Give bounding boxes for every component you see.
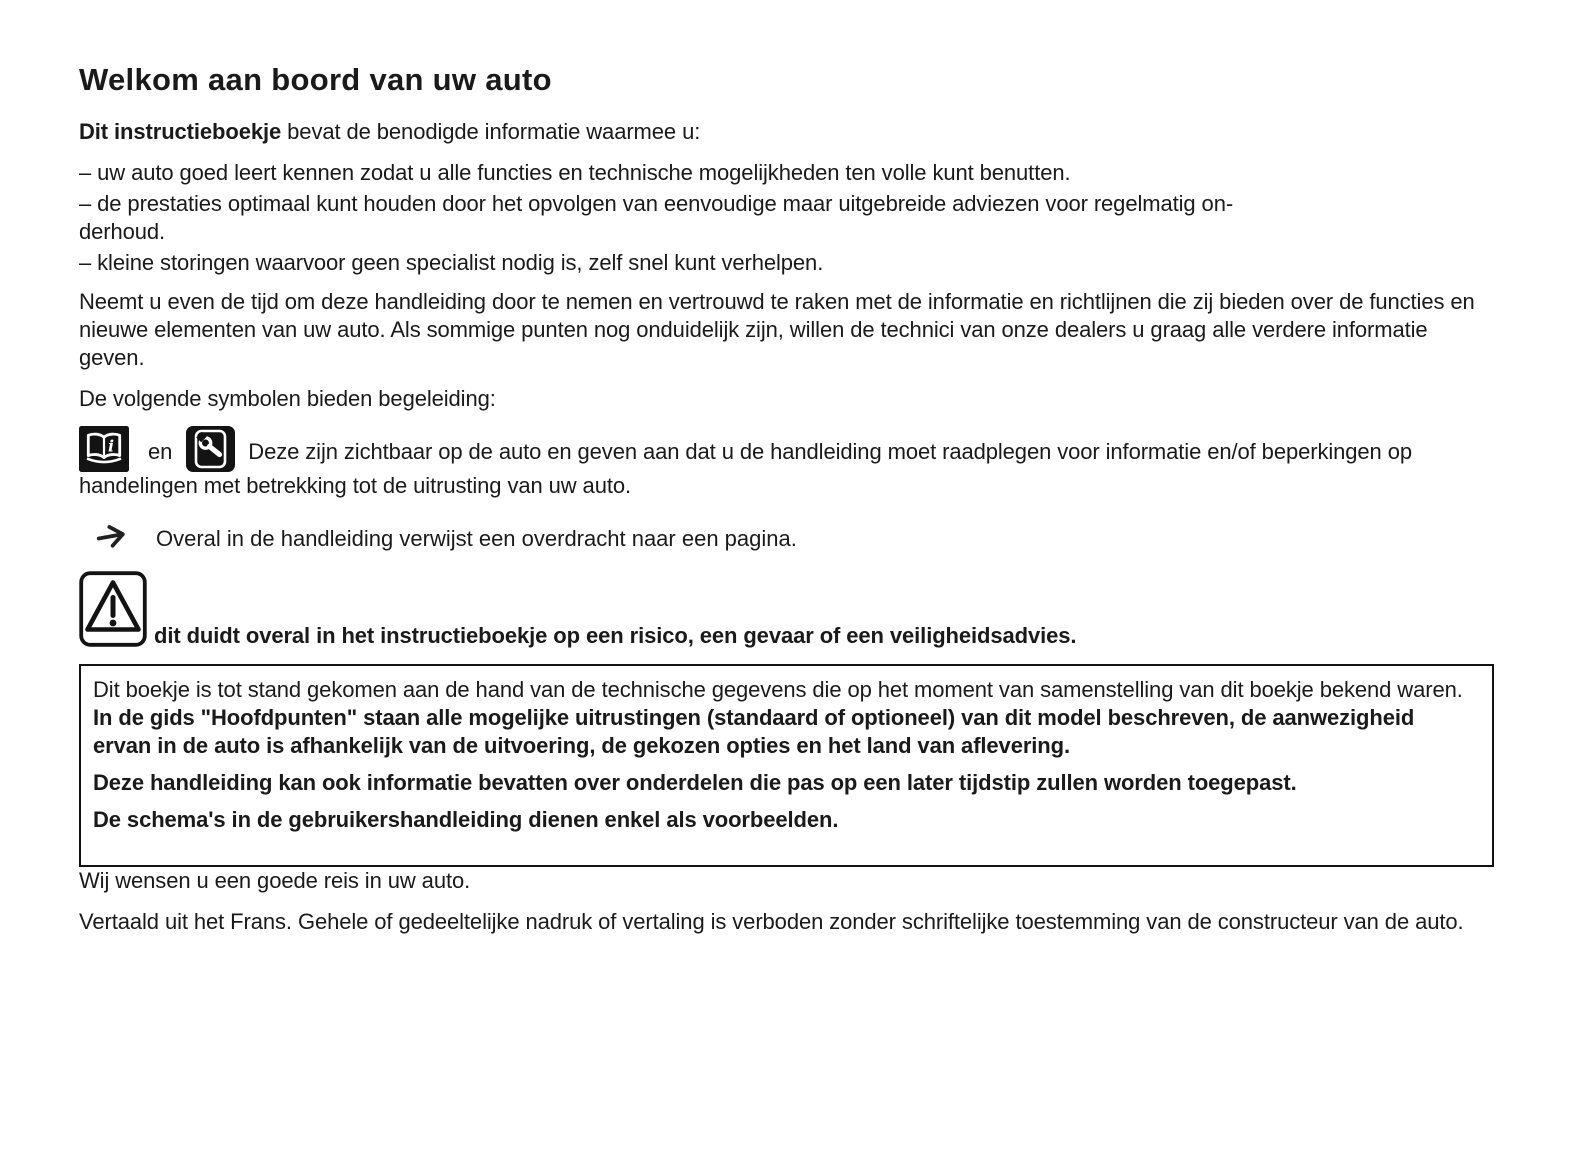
feature-list	[79, 159, 1494, 277]
list-item-line: derhoud.	[79, 219, 166, 244]
legal-note: Vertaald uit het Frans. Gehele of gedeeltelijke nadruk of vertaling is verboden zonder schriftelijke toestemming van de constructeur van de auto.	[79, 909, 1464, 934]
info-box-regular-text: Dit boekje is tot stand gekomen aan de hand van de technische gegevens die op het moment van samenstelling van dit boekje bekend waren.	[93, 677, 1463, 702]
list-item	[79, 190, 1494, 246]
info-box-paragraph: De schema's in de gebruikershandleiding dienen enkel als voorbeelden.	[93, 807, 839, 832]
warning-text: dit duidt overal in het instructieboekje op een risico, een gevaar of een veiligheidsadvies.	[154, 623, 1077, 648]
closing-wish: Wij wensen u een goede reis in uw auto.	[79, 868, 471, 893]
intro-lead-rest: bevat de benodigde informatie waarmee u:	[281, 119, 701, 144]
symbols-text: Deze zijn zichtbaar op de auto en geven aan dat u de handleiding moet raadplegen voor informatie en/of beperkingen op handelingen met betrekking tot de uitrusting van uw auto.	[79, 439, 1412, 498]
wrench-icon	[186, 426, 235, 472]
symbols-intro: De volgende symbolen bieden begeleiding:	[79, 386, 496, 411]
symbols-row	[79, 426, 1494, 500]
arrow-right-icon	[93, 519, 132, 558]
info-box-paragraph: Deze handleiding kan ook informatie bevatten over onderdelen die pas op een later tijdstip zullen worden toegepast.	[93, 770, 1297, 795]
symbols-connector: en	[148, 439, 173, 464]
svg-text:i: i	[108, 436, 114, 456]
reading-advice-paragraph: Neemt u even de tijd om deze handleiding door te nemen en vertrouwd te raken met de informatie en richtlijnen die zij bieden over de functies en nieuwe elementen van uw auto. Als sommige punten nog onduidelijk zijn, willen de technici van onze dealers u graag alle verdere informatie geven.	[79, 289, 1475, 370]
intro-lead-bold: Dit instructieboekje	[79, 119, 282, 144]
info-box-bold-text: In de gids "Hoofdpunten" staan alle mogelijke uitrustingen (standaard of optioneel) van dit model beschreven, de aanwezigheid ervan in de auto is afhankelijk van de uitvoering, de gekozen opties en het land van aflevering.	[93, 705, 1415, 758]
info-box	[79, 664, 1494, 867]
list-item: – kleine storingen waarvoor geen specialist nodig is, zelf snel kunt verhelpen.	[79, 250, 824, 275]
intro-paragraph	[79, 118, 1494, 146]
handbook-info-icon	[79, 426, 129, 472]
safety-note	[79, 571, 1494, 652]
arrow-note-text: Overal in de handleiding verwijst een overdracht naar een pagina.	[156, 526, 797, 551]
page-reference-note	[79, 522, 1494, 556]
list-item-line: – de prestaties optimaal kunt houden door het opvolgen van eenvoudige maar uitgebreide adviezen voor regelmatig on-	[79, 191, 1234, 216]
warning-triangle-icon	[79, 571, 147, 652]
info-box-paragraph	[93, 676, 1478, 760]
page-title: Welkom aan boord van uw auto	[79, 62, 552, 97]
list-item: – uw auto goed leert kennen zodat u alle functies en technische mogelijkheden ten volle kunt benutten.	[79, 160, 1071, 185]
